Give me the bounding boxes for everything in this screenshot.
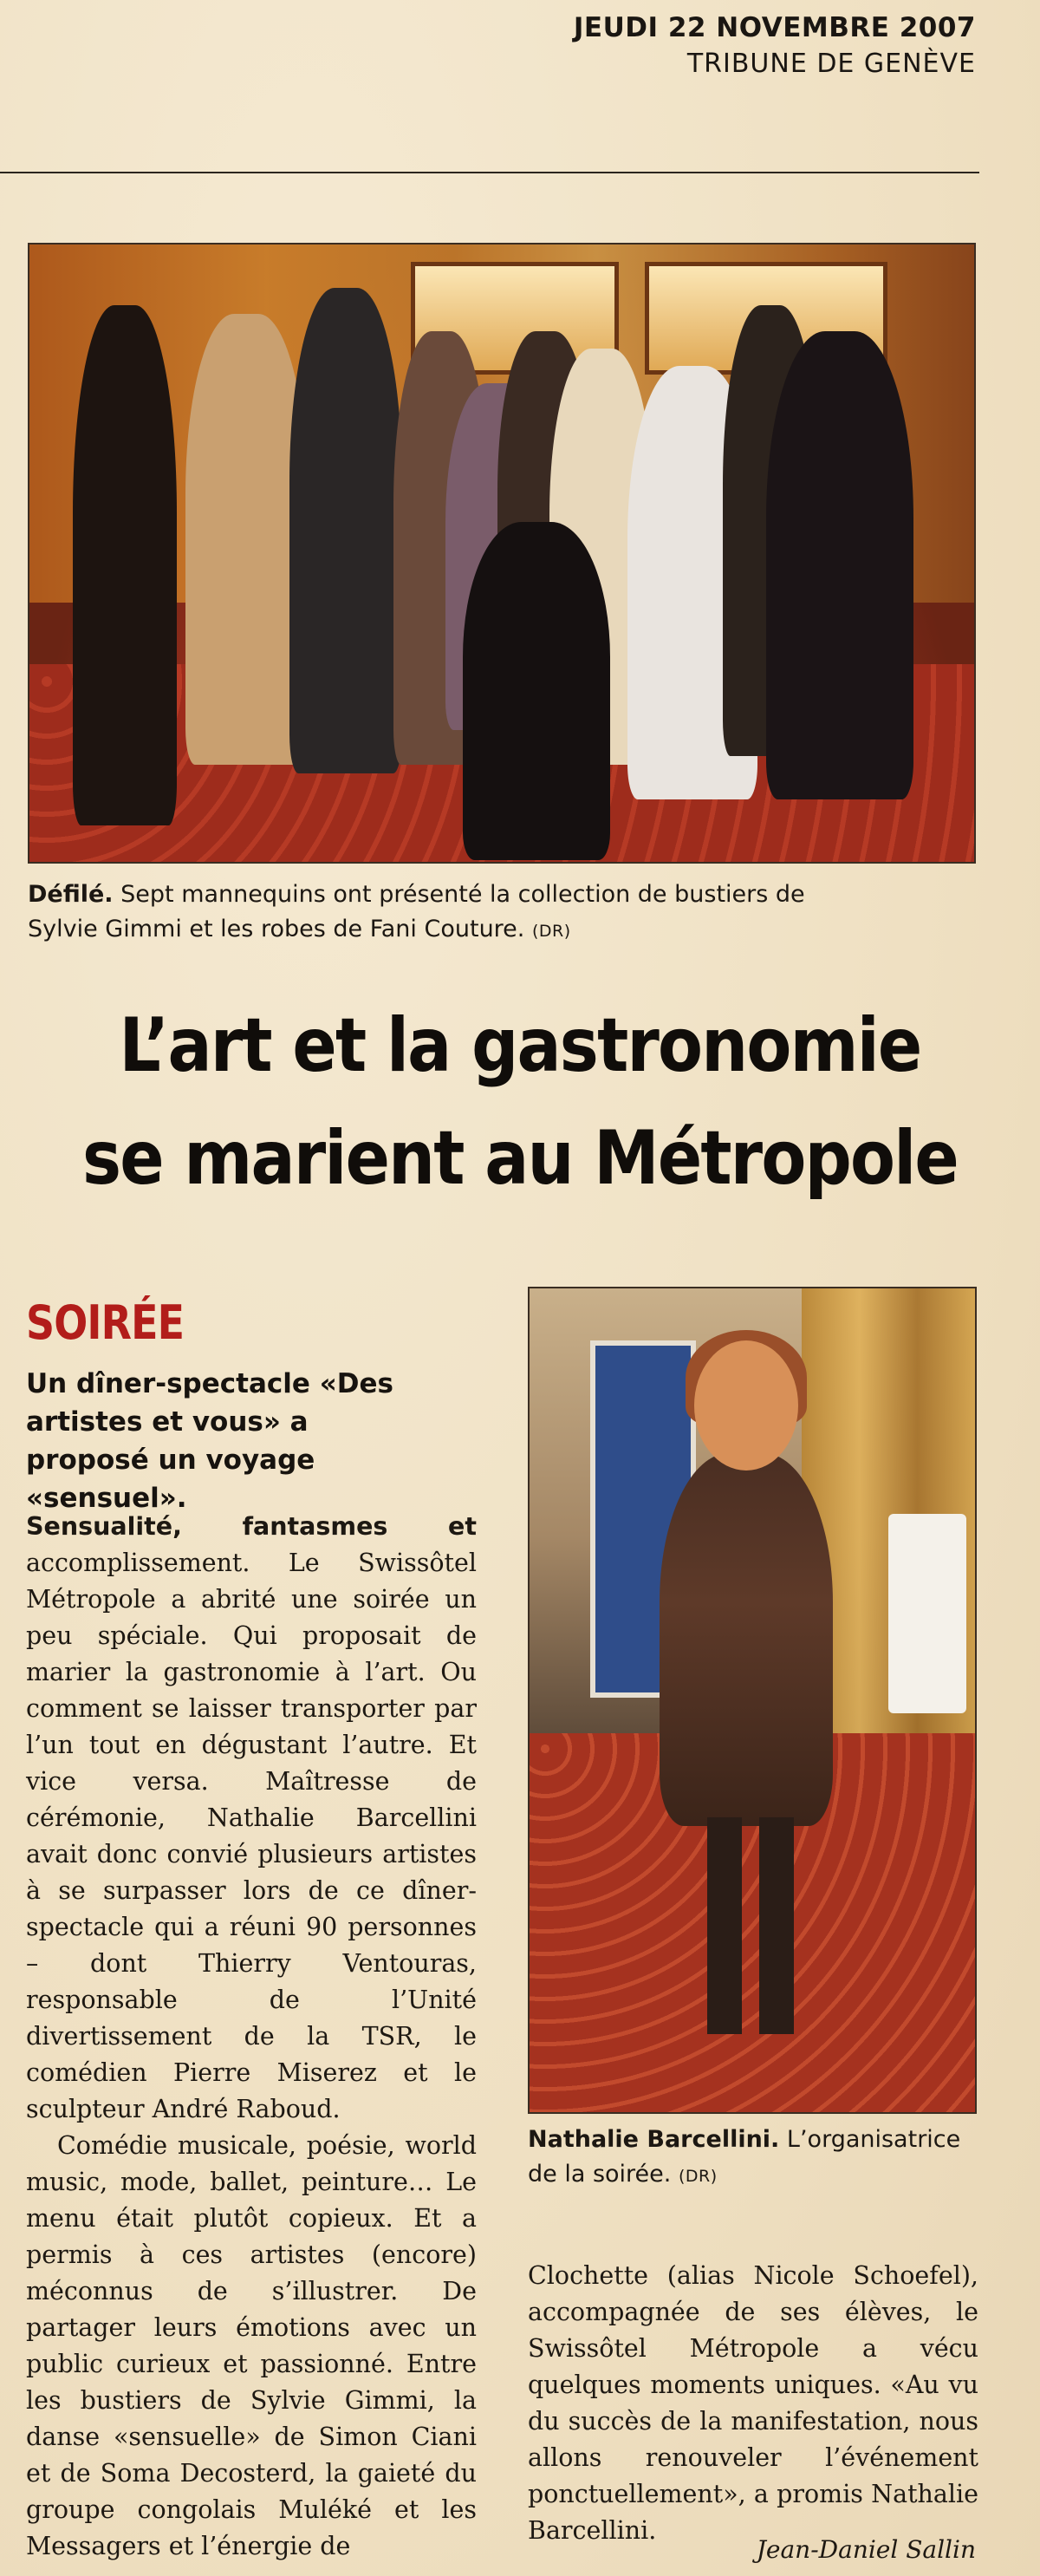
photo-caption	[28, 877, 990, 949]
byline: Jean-Daniel Sallin	[756, 2535, 976, 2564]
paragraph-3: Clochette (alias Nicole Schoefel), accompagnée de ses élèves, le Swissôtel Métropole a vécu quelques moments uniques. «Au vu du succès de la manifestation, nous allons renouveler l’événement ponctuellement», a promis Nathalie Barcellini.	[528, 2261, 978, 2545]
photo-credit: (DR)	[531, 922, 571, 941]
article-body-left	[26, 1509, 477, 2565]
caption-lead: Défilé.	[28, 881, 114, 908]
section-kicker: SOIRÉE	[26, 1295, 185, 1350]
headline-line-2: se marient au Métropole	[81, 1115, 959, 1202]
paragraph-1: accomplissement. Le Swissôtel Métropole a abrité une soirée un peu spéciale. Qui proposait de marier la gastronomie à l’art. Ou comment se laisser transporter par l’un tout en dégustant l’autre. Et vice versa. Maîtresse de cérémonie, Nathalie Barcellini avait donc convié plusieurs artistes à se surpasser lors de ce dîner-spectacle qui a réuni 90 personnes – dont Thierry Ventouras, responsable de l’Unité divertissement de la TSR, le comédien Pierre Miserez et le sculpteur André Raboud.	[26, 1549, 477, 2123]
article-body-right	[528, 2258, 978, 2549]
headline-line-1: L’art et la gastronomie	[119, 1002, 921, 1089]
portrait-photo	[528, 1287, 977, 2114]
caption-text: Sylvie Gimmi et les robes de Fani Couture.	[28, 916, 525, 942]
article-deck: Un dîner-spectacle «Des artistes et vous» a proposé un voyage «sensuel».	[26, 1368, 393, 1514]
fashion-show-photo	[28, 243, 976, 864]
photo-credit: (DR)	[678, 2167, 718, 2186]
newspaper-name: TRIBUNE DE GENÈVE	[686, 49, 976, 79]
lead-words: Sensualité, fantasmes et	[26, 1512, 477, 1541]
caption-text: L’organisatrice de la soirée.	[528, 2126, 961, 2188]
caption-lead: Nathalie Barcellini.	[528, 2126, 780, 2153]
caption-text: Sept mannequins ont présenté la collection de bustiers de	[120, 881, 805, 908]
paragraph-2: Comédie musicale, poésie, world music, mode, ballet, peinture… Le menu était plutôt copieux. Et a permis à ces artistes (encore) méconnus de s’illustrer. De partager leurs émotions avec un public curieux et passionné. Entre les bustiers de Sylvie Gimmi, la danse «sensuelle» de Simon Ciani et de Soma Decosterd, la gaieté du groupe congolais Muléké et les Messagers et l’énergie de	[26, 2131, 477, 2560]
portrait-caption	[528, 2123, 978, 2194]
masthead-date: JEUDI 22 NOVEMBRE 2007	[573, 12, 976, 43]
header-rule	[0, 172, 979, 173]
